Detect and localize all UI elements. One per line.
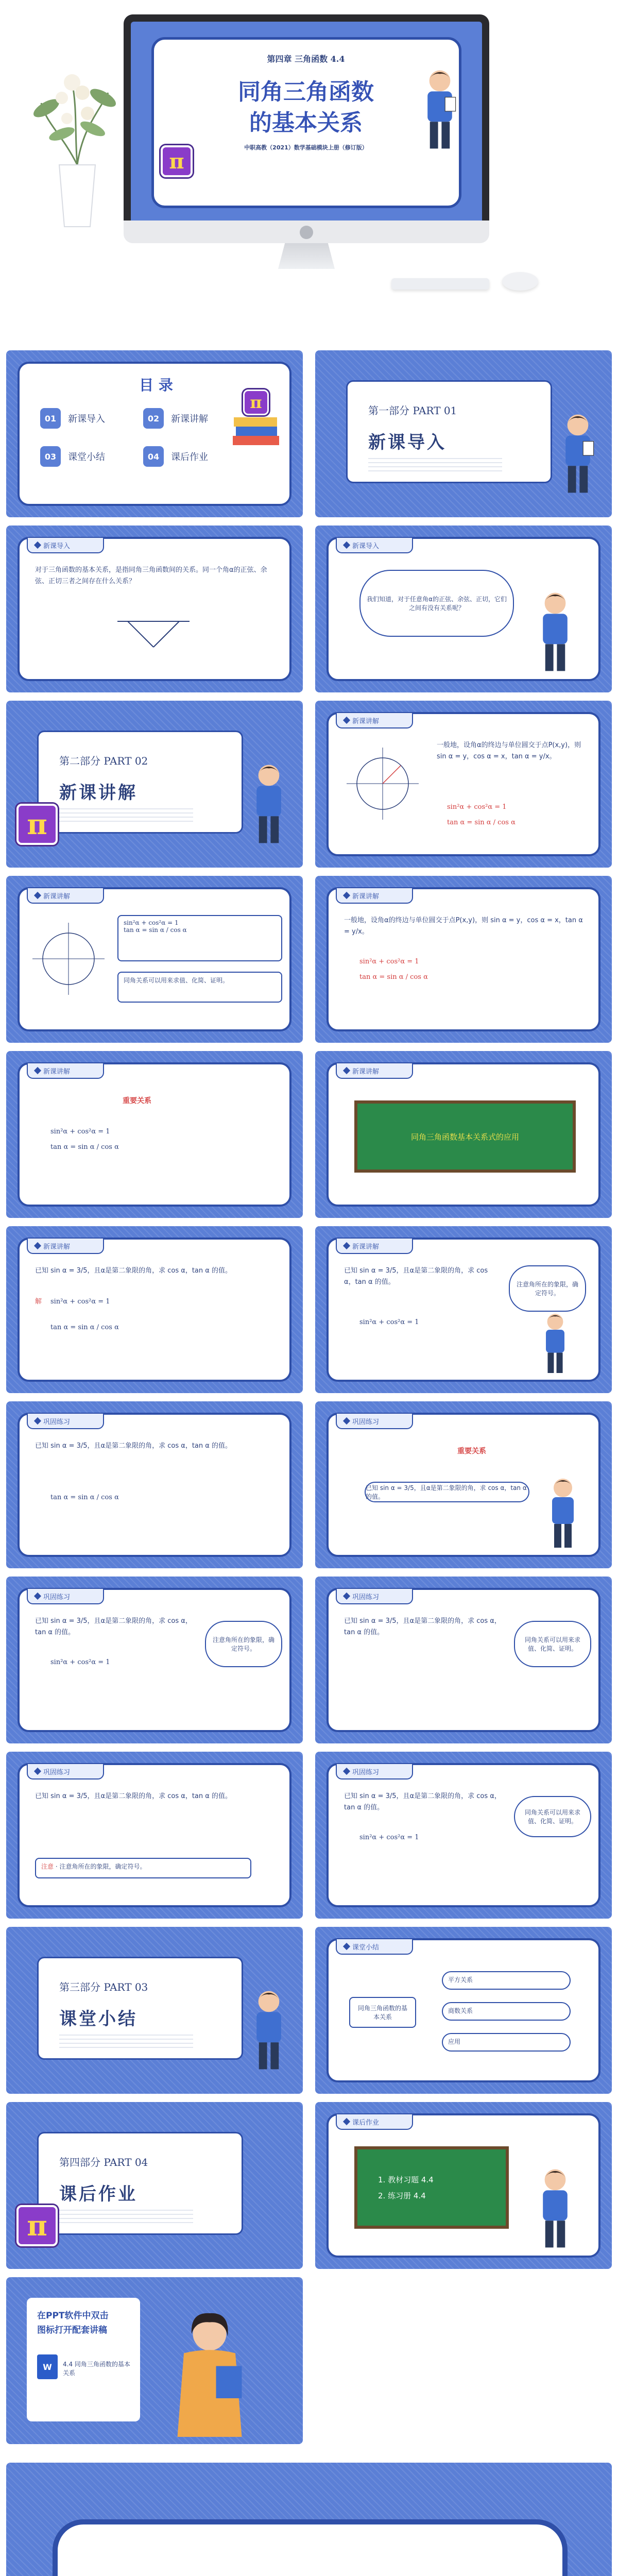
slide-tag: 新课导入	[27, 538, 104, 553]
identity-1: sin²α + cos²α = 1	[359, 958, 419, 965]
triangle-diagram	[112, 611, 195, 652]
slide-homework	[315, 2102, 612, 2269]
practice-question: 已知 sin α = 3/5，且α是第二象限的角，求 cos α，tan α 的值。	[35, 1792, 232, 1800]
identity-2: tan α = sin α / cos α	[359, 973, 428, 981]
practice-identity: sin²α + cos²α = 1	[359, 1834, 419, 1841]
slide-intro-1	[6, 526, 303, 692]
slide-tag: 新课讲解	[27, 1063, 104, 1079]
lecture-note-box: 同角关系可以用来求值、化简、证明。	[117, 972, 282, 1003]
practice-identity: sin²α + cos²α = 1	[50, 1658, 110, 1666]
example-question: 已知 sin α = 3/5，且α是第二象限的角，求 cos α，tan α 的值。	[344, 1267, 488, 1286]
slide-tag: 新课讲解	[27, 1239, 104, 1254]
section-title: 课堂小结	[59, 2009, 138, 2029]
toc-pi-icon: π	[243, 389, 269, 415]
slide-tag: 新课讲解	[336, 713, 413, 728]
toc-label: 课后作业	[171, 452, 208, 463]
imac-title-line1: 同角三角函数	[238, 79, 374, 105]
section-desc-lines	[368, 458, 502, 471]
slide-lecture-1	[315, 701, 612, 868]
intro-question-bubble: 我们知道，对于任意角α的正弦、余弦、正切，它们之间有没有关系呢？	[359, 570, 514, 637]
slide-tag: 巩固练习	[27, 1589, 104, 1604]
slide-example-2	[315, 1226, 612, 1393]
plant-illustration	[31, 62, 124, 232]
slide-tag: 新课讲解	[336, 888, 413, 904]
doc-tip-line2: 图标打开配套讲稿	[37, 2325, 107, 2335]
slide-section-4	[6, 2102, 303, 2269]
slide-lecture-3	[315, 876, 612, 1043]
slide-practice-4	[315, 1577, 612, 1743]
imac-student-illustration	[419, 68, 460, 156]
hint-bubble: 注意角所在的象限，确定符号。	[509, 1265, 586, 1312]
slide-intro-2	[315, 526, 612, 692]
slide-tag: 新课讲解	[336, 1063, 413, 1079]
section-title: 课后作业	[59, 2184, 138, 2205]
keyboard-illustration	[391, 278, 489, 290]
imac-chapter: 第四章 三角函数 4.4	[267, 54, 345, 64]
teacher-illustration	[171, 2308, 248, 2437]
slide-practice-1	[6, 1401, 303, 1568]
slide-tag: 巩固练习	[27, 1414, 104, 1429]
toc-label: 新课导入	[68, 414, 105, 425]
solution-label: 解	[35, 1298, 42, 1306]
lecture-text: 一般地，设角α的终边与单位圆交于点P(x,y)，则 sin α = y，cos α = x，tan α = y/x。	[344, 917, 583, 936]
toc-books-illustration	[233, 393, 279, 462]
toc-item-4[interactable]	[143, 446, 208, 467]
identity-2: tan α = sin α / cos α	[50, 1143, 119, 1151]
student-illustration	[540, 1312, 571, 1379]
slide-tag: 新课讲解	[336, 1239, 413, 1254]
toc-num: 04	[143, 446, 164, 467]
toc-num: 01	[40, 408, 61, 429]
practice-question: 已知 sin α = 3/5，且α是第二象限的角，求 cos α，tan α 的值。	[35, 1442, 232, 1450]
solution-identity: sin²α + cos²α = 1	[359, 1318, 419, 1326]
imac-title-line2: 的基本关系	[249, 110, 363, 136]
identity-1: sin²α + cos²α = 1	[50, 1128, 110, 1136]
relation-label: 重要关系	[457, 1447, 486, 1455]
section-desc-lines	[59, 2210, 193, 2223]
doc-name: 4.4 同角三角函数的基本关系	[63, 2361, 130, 2377]
slide-example-1	[6, 1226, 303, 1393]
toc-label: 新课讲解	[171, 414, 208, 425]
slide-tag: 巩固练习	[336, 1414, 413, 1429]
note-bubble: 同角关系可以用来求值、化简、证明。	[514, 1796, 591, 1837]
summary-center: 同角三角函数的基本关系	[349, 1997, 416, 2028]
mouse-illustration	[502, 272, 538, 291]
intro-text: 对于三角函数的基本关系，是指同角三角函数间的关系。同一个角α的正弦、余弦、正切三者之间存在什么关系？	[35, 566, 267, 586]
slide-practice-3	[6, 1577, 303, 1743]
section-part-label: 第一部分 PART 01	[368, 404, 457, 417]
slide-practice-2	[315, 1401, 612, 1568]
slide-tag: 课堂小结	[336, 1939, 413, 1955]
section-part-label: 第四部分 PART 04	[59, 2156, 148, 2168]
slide-section-2	[6, 701, 303, 868]
practice-question: 已知 sin α = 3/5，且α是第二象限的角，求 cos α，tan α 的值。	[344, 1792, 501, 1812]
slide-highlight	[315, 1051, 612, 1218]
pi-badge: π	[16, 2205, 58, 2246]
slide-summary	[315, 1927, 612, 2094]
solution-identity: sin²α + cos²α = 1	[50, 1298, 110, 1306]
slide-section-3	[6, 1927, 303, 2094]
apple-logo-icon	[300, 226, 313, 239]
toc-num: 02	[143, 408, 164, 429]
pi-badge: π	[16, 804, 58, 845]
lecture-circle-text: 一般地，设角α的终边与单位圆交于点P(x,y)，则 sin α = y，cos α = x，tan α = y/x。	[437, 741, 581, 761]
slide-tag: 巩固练习	[336, 1589, 413, 1604]
slide-tag: 课后作业	[336, 2114, 413, 2130]
imac-book: 中职高教（2021）数学基础模块上册（修订版）	[244, 144, 368, 151]
identity-box: sin²α + cos²α = 1 tan α = sin α / cos α	[117, 915, 282, 961]
practice-identity: tan α = sin α / cos α	[50, 1494, 119, 1501]
section-desc-lines	[59, 808, 193, 822]
slide-tag: 巩固练习	[336, 1764, 413, 1780]
summary-item-1: 平方关系	[442, 1971, 571, 1990]
hint-bubble: 同角关系可以用来求值、化简、证明。	[514, 1621, 591, 1667]
imac-screen-slide	[131, 22, 482, 224]
imac-pi-badge: π	[161, 145, 193, 177]
solution-identity-2: tan α = sin α / cos α	[50, 1324, 119, 1331]
imac-device	[124, 14, 489, 272]
slide-practice-6	[315, 1752, 612, 1919]
slide-practice-5	[6, 1752, 303, 1919]
section-desc-lines	[59, 2035, 193, 2048]
section-title: 新课讲解	[59, 783, 138, 803]
student-illustration	[248, 762, 289, 850]
slide-section-1	[315, 350, 612, 517]
slide-relation	[6, 1051, 303, 1218]
slide-lecture-2	[6, 876, 303, 1043]
homework-board: 1. 教材习题 4.4 2. 练习册 4.4	[354, 2146, 509, 2229]
toc-label: 课堂小结	[68, 452, 105, 463]
note-box: 注意 · 注意角所在的象限，确定符号。	[35, 1858, 251, 1878]
final-cover	[6, 2463, 612, 2576]
practice-question: 已知 sin α = 3/5，且α是第二象限的角，求 cos α，tan α 的值。	[35, 1617, 192, 1637]
student-illustration	[248, 1989, 289, 2076]
section-part-label: 第三部分 PART 03	[59, 1981, 148, 1993]
toc-num: 03	[40, 446, 61, 467]
practice-bar: 已知 sin α = 3/5，且α是第二象限的角，求 cos α，tan α 的值。	[365, 1482, 529, 1502]
highlight-board: 同角三角函数基本关系式的应用	[354, 1100, 576, 1173]
slide-tag: 新课讲解	[27, 888, 104, 904]
example-question: 已知 sin α = 3/5，且α是第二象限的角，求 cos α，tan α 的值。	[35, 1267, 232, 1275]
hero-mockup	[0, 0, 618, 330]
student-illustration	[535, 2167, 576, 2255]
slide-document	[6, 2277, 303, 2444]
student-illustration	[557, 412, 598, 500]
slide-tag: 巩固练习	[27, 1764, 104, 1780]
student-illustration	[535, 590, 576, 678]
word-doc-icon[interactable]: W	[37, 2354, 58, 2379]
toc-item-1[interactable]	[40, 408, 105, 429]
unit-circle-diagram	[344, 745, 421, 822]
toc-item-2[interactable]	[143, 408, 208, 429]
student-illustration	[545, 1477, 581, 1554]
note-bubble: 注意角所在的象限，确定符号。	[205, 1621, 282, 1667]
identity-2: tan α = sin α / cos α	[447, 819, 516, 826]
slide-tag: 新课导入	[336, 538, 413, 553]
toc-item-3[interactable]	[40, 446, 105, 467]
section-part-label: 第二部分 PART 02	[59, 755, 148, 767]
unit-circle-diagram	[30, 920, 107, 997]
slide-toc	[6, 350, 303, 517]
section-title: 新课导入	[368, 432, 447, 453]
relation-label: 重要关系	[123, 1097, 151, 1105]
summary-item-3: 应用	[442, 2033, 571, 2052]
doc-tip-line1: 在PPT软件中双击	[37, 2311, 109, 2321]
identity-1: sin²α + cos²α = 1	[447, 803, 507, 811]
summary-item-2: 商数关系	[442, 2002, 571, 2021]
toc-title: 目 录	[139, 377, 173, 394]
practice-question: 已知 sin α = 3/5，且α是第二象限的角，求 cos α，tan α 的值。	[344, 1617, 501, 1637]
